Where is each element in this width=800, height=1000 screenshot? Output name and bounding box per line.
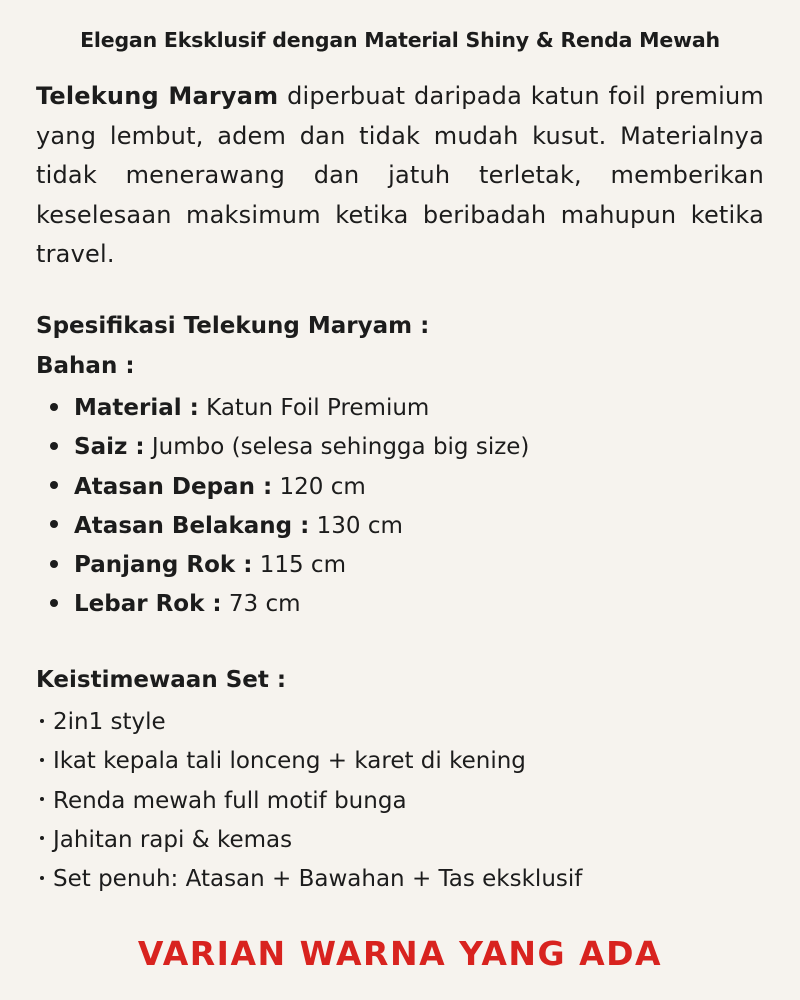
spec-label: Material : [74, 395, 199, 421]
spec-list [50, 389, 529, 625]
feature-text: Ikat kepala tali lonceng + karet di kening [53, 748, 526, 775]
feature-item [40, 742, 582, 781]
bullet-icon [50, 560, 58, 568]
spec-label: Atasan Depan : [74, 473, 273, 500]
spec-item [50, 546, 529, 585]
spec-item [50, 468, 529, 507]
feature-item [40, 703, 582, 742]
bullet-icon [40, 758, 44, 762]
bullet-icon [50, 599, 58, 607]
feature-item [40, 860, 582, 899]
spec-value: 73 cm [221, 591, 301, 618]
spec-label: Lebar Rok : [74, 591, 222, 618]
bullet-icon [50, 403, 58, 411]
bullet-icon [50, 481, 58, 489]
spec-value: Katun Foil Premium [198, 395, 430, 421]
spec-item [50, 389, 529, 428]
bullet-icon [40, 797, 44, 801]
spec-item [50, 428, 529, 467]
feature-text: Set penuh: Atasan + Bawahan + Tas eksklusif [53, 866, 583, 893]
spec-label: Atasan Belakang : [74, 512, 310, 539]
spec-title: Spesifikasi Telekung Maryam : [36, 313, 430, 339]
headline: Elegan Eksklusif dengan Material Shiny & Renda Mewah [80, 28, 720, 52]
feature-text: 2in1 style [53, 709, 166, 735]
variant-heading: VARIAN WARNA YANG ADA [137, 934, 663, 973]
spec-item [50, 507, 529, 546]
spec-value: Jumbo (selesa sehingga big size) [144, 434, 530, 461]
spec-label: Saiz : [74, 434, 145, 461]
spec-value: 115 cm [252, 552, 346, 579]
bullet-icon [40, 876, 44, 880]
spec-value: 130 cm [309, 512, 403, 539]
feature-item [40, 821, 582, 860]
bahan-title: Bahan : [36, 353, 135, 379]
bullet-icon [50, 520, 58, 528]
intro-paragraph [36, 77, 764, 275]
intro-text: diperbuat daripada katun foil premium yang lembut, adem dan tidak mudah kusut. Materialnya tidak menerawang dan jatuh terletak, memberikan keselesaan maksimum ketika beribadah mahupun ketika travel. [36, 82, 764, 268]
feature-text: Renda mewah full motif bunga [53, 787, 407, 814]
bullet-icon [50, 442, 58, 450]
bullet-icon [40, 719, 44, 723]
spec-value: 120 cm [272, 473, 366, 500]
features-title: Keistimewaan Set : [36, 667, 287, 693]
bullet-icon [40, 836, 44, 840]
brand-name: Telekung Maryam [36, 82, 279, 110]
feature-item [40, 782, 582, 821]
spec-item [50, 585, 529, 624]
features-list [40, 703, 582, 899]
spec-label: Panjang Rok : [74, 552, 253, 579]
feature-text: Jahitan rapi & kemas [53, 826, 293, 853]
